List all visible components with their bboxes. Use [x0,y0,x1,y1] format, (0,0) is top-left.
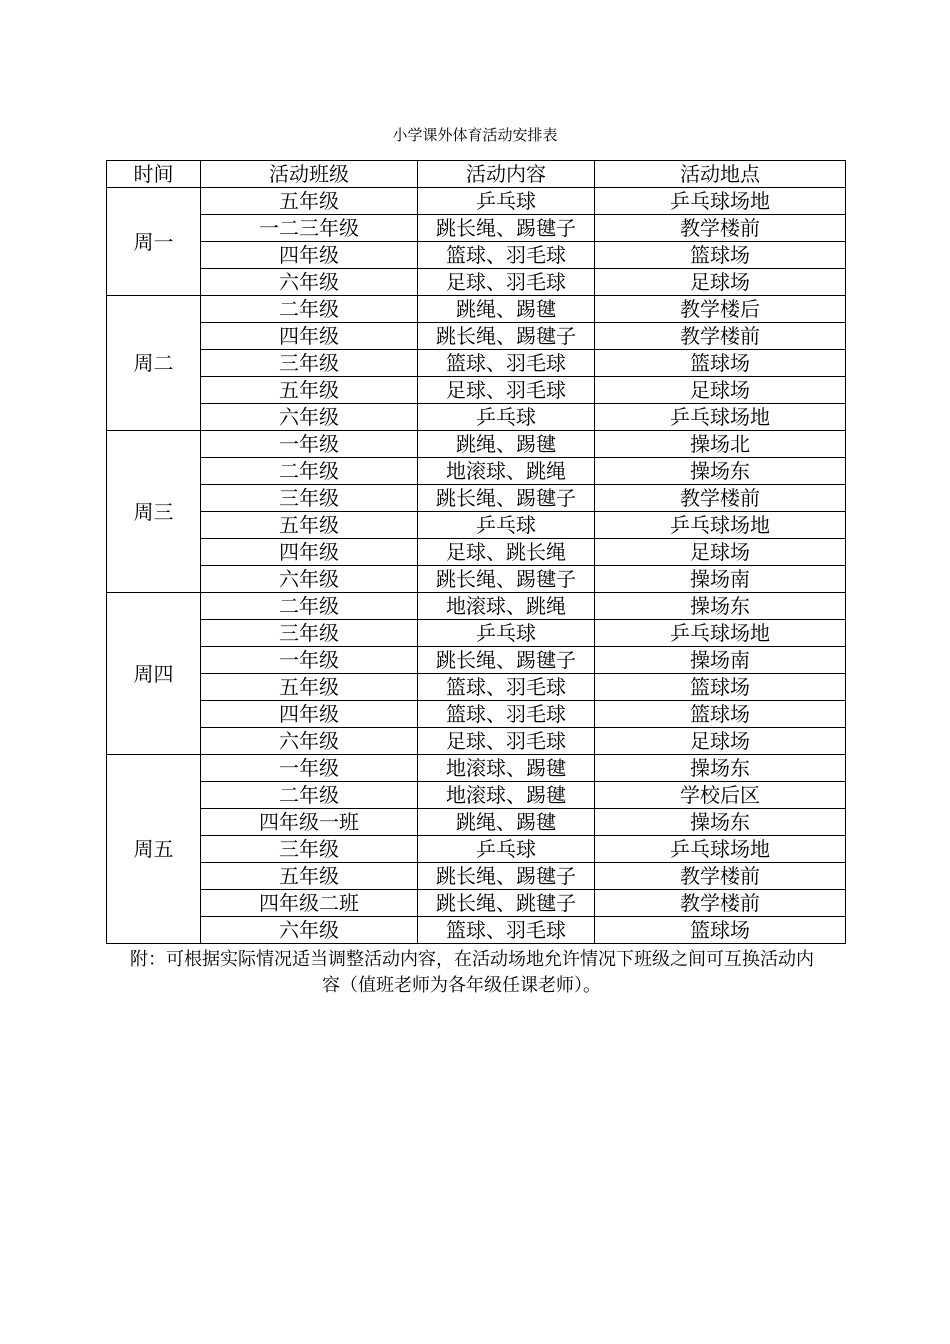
content-cell: 篮球、羽毛球 [418,674,595,701]
table-row [107,485,846,512]
location-cell: 操场东 [595,458,846,485]
location-cell: 篮球场 [595,917,846,944]
content-cell: 乒乓球 [418,620,595,647]
day-cell: 周二 [107,296,201,431]
content-cell: 足球、羽毛球 [418,728,595,755]
location-cell: 操场南 [595,647,846,674]
content-cell: 乒乓球 [418,404,595,431]
content-cell: 地滚球、跳绳 [418,593,595,620]
content-cell: 跳绳、踢毽 [418,296,595,323]
location-cell: 乒乓球场地 [595,512,846,539]
table-row [107,863,846,890]
class-cell: 五年级 [201,674,418,701]
location-cell: 教学楼前 [595,323,846,350]
table-row [107,809,846,836]
class-cell: 五年级 [201,377,418,404]
class-cell: 六年级 [201,728,418,755]
location-cell: 足球场 [595,269,846,296]
class-cell: 六年级 [201,404,418,431]
table-row [107,782,846,809]
location-cell: 足球场 [595,377,846,404]
content-cell: 跳绳、踢毽 [418,431,595,458]
activity-schedule-table [106,160,846,944]
table-row [107,836,846,863]
class-cell: 四年级 [201,242,418,269]
header-location: 活动地点 [595,161,846,188]
table-row [107,593,846,620]
location-cell: 篮球场 [595,674,846,701]
content-cell: 跳长绳、踢毽子 [418,863,595,890]
table-row [107,350,846,377]
class-cell: 三年级 [201,485,418,512]
table-row [107,215,846,242]
location-cell: 操场南 [595,566,846,593]
location-cell: 教学楼前 [595,890,846,917]
footnote [106,947,866,999]
class-cell: 一年级 [201,647,418,674]
location-cell: 篮球场 [595,350,846,377]
header-time: 时间 [107,161,201,188]
content-cell: 地滚球、踢毽 [418,755,595,782]
content-cell: 地滚球、踢毽 [418,782,595,809]
class-cell: 二年级 [201,782,418,809]
content-cell: 跳长绳、踢毽子 [418,485,595,512]
location-cell: 操场东 [595,593,846,620]
class-cell: 一二三年级 [201,215,418,242]
table-row [107,188,846,215]
footnote-line-2: 容（值班老师为各年级任课老师）。 [322,975,601,996]
table-row [107,458,846,485]
class-cell: 三年级 [201,836,418,863]
content-cell: 跳长绳、踢毽子 [418,215,595,242]
table-row [107,431,846,458]
class-cell: 四年级 [201,701,418,728]
class-cell: 六年级 [201,917,418,944]
day-cell: 周一 [107,188,201,296]
table-row [107,296,846,323]
content-cell: 篮球、羽毛球 [418,701,595,728]
table-header-row [107,161,846,188]
table-row [107,323,846,350]
table-row [107,701,846,728]
location-cell: 足球场 [595,728,846,755]
content-cell: 跳长绳、踢毽子 [418,647,595,674]
class-cell: 四年级 [201,323,418,350]
day-cell: 周五 [107,755,201,944]
day-cell: 周三 [107,431,201,593]
table-row [107,377,846,404]
location-cell: 操场东 [595,755,846,782]
table-row [107,728,846,755]
location-cell: 篮球场 [595,701,846,728]
content-cell: 足球、羽毛球 [418,269,595,296]
table-row [107,917,846,944]
location-cell: 乒乓球场地 [595,188,846,215]
class-cell: 一年级 [201,755,418,782]
table-row [107,269,846,296]
location-cell: 操场东 [595,809,846,836]
table-row [107,674,846,701]
content-cell: 乒乓球 [418,512,595,539]
content-cell: 跳长绳、踢毽子 [418,323,595,350]
table-row [107,512,846,539]
document-title: 小学课外体育活动安排表 [392,126,558,144]
class-cell: 五年级 [201,188,418,215]
content-cell: 篮球、羽毛球 [418,350,595,377]
location-cell: 乒乓球场地 [595,620,846,647]
class-cell: 五年级 [201,863,418,890]
class-cell: 二年级 [201,593,418,620]
header-class: 活动班级 [201,161,418,188]
content-cell: 地滚球、跳绳 [418,458,595,485]
footnote-line-1: 附：可根据实际情况适当调整活动内容，在活动场地允许情况下班级之间可互换活动内 [130,949,814,970]
location-cell: 足球场 [595,539,846,566]
class-cell: 一年级 [201,431,418,458]
class-cell: 四年级二班 [201,890,418,917]
content-cell: 足球、跳长绳 [418,539,595,566]
header-content: 活动内容 [418,161,595,188]
class-cell: 四年级一班 [201,809,418,836]
class-cell: 六年级 [201,566,418,593]
table-row [107,404,846,431]
table-row [107,620,846,647]
content-cell: 乒乓球 [418,188,595,215]
table-row [107,890,846,917]
table-row [107,647,846,674]
class-cell: 五年级 [201,512,418,539]
class-cell: 二年级 [201,458,418,485]
class-cell: 二年级 [201,296,418,323]
location-cell: 教学楼后 [595,296,846,323]
content-cell: 篮球、羽毛球 [418,242,595,269]
content-cell: 跳长绳、跳毽子 [418,890,595,917]
content-cell: 跳长绳、踢毽子 [418,566,595,593]
location-cell: 操场北 [595,431,846,458]
table-row [107,566,846,593]
table-body [107,188,846,944]
content-cell: 篮球、羽毛球 [418,917,595,944]
location-cell: 教学楼前 [595,215,846,242]
location-cell: 篮球场 [595,242,846,269]
table-row [107,539,846,566]
day-cell: 周四 [107,593,201,755]
location-cell: 乒乓球场地 [595,404,846,431]
content-cell: 乒乓球 [418,836,595,863]
content-cell: 跳绳、踢毽 [418,809,595,836]
class-cell: 四年级 [201,539,418,566]
location-cell: 乒乓球场地 [595,836,846,863]
location-cell: 教学楼前 [595,485,846,512]
class-cell: 三年级 [201,620,418,647]
class-cell: 六年级 [201,269,418,296]
table-row [107,242,846,269]
content-cell: 足球、羽毛球 [418,377,595,404]
location-cell: 教学楼前 [595,863,846,890]
class-cell: 三年级 [201,350,418,377]
table-row [107,755,846,782]
location-cell: 学校后区 [595,782,846,809]
